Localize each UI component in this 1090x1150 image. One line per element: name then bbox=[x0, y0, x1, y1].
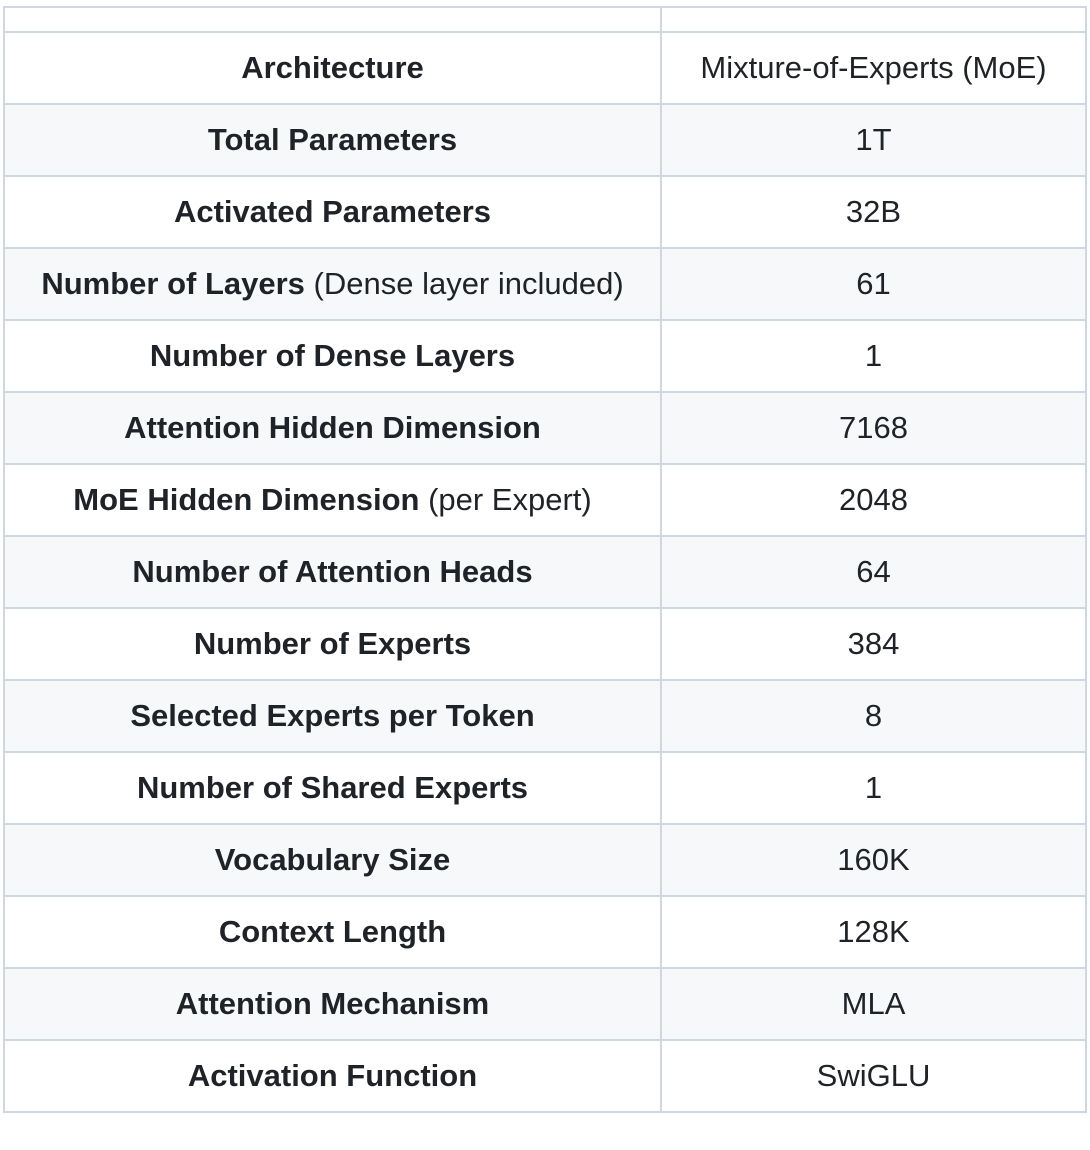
row-value-cell: 1 bbox=[661, 752, 1086, 824]
row-label: Number of Attention Heads bbox=[132, 554, 533, 589]
table-header-row bbox=[4, 7, 1086, 32]
row-label: Activation Function bbox=[187, 1058, 478, 1093]
row-value-cell: 61 bbox=[661, 248, 1086, 320]
row-value-cell: 1T bbox=[661, 104, 1086, 176]
table-row bbox=[4, 392, 1086, 464]
row-label-cell bbox=[4, 32, 661, 104]
row-label-cell bbox=[4, 608, 661, 680]
table-row bbox=[4, 536, 1086, 608]
row-label-cell bbox=[4, 392, 661, 464]
row-label: Number of Experts bbox=[193, 626, 472, 661]
table-row bbox=[4, 680, 1086, 752]
row-value-cell: 8 bbox=[661, 680, 1086, 752]
row-label: MoE Hidden Dimension bbox=[73, 482, 420, 517]
row-value-cell: 7168 bbox=[661, 392, 1086, 464]
row-label-cell bbox=[4, 536, 661, 608]
row-label-cell bbox=[4, 680, 661, 752]
row-label: Total Parameters bbox=[207, 122, 458, 157]
row-label-cell bbox=[4, 464, 661, 536]
row-label-cell bbox=[4, 1040, 661, 1112]
row-value-cell: Mixture-of-Experts (MoE) bbox=[661, 32, 1086, 104]
row-value-cell: SwiGLU bbox=[661, 1040, 1086, 1112]
table-row bbox=[4, 1040, 1086, 1112]
row-label: Activated Parameters bbox=[173, 194, 492, 229]
table-row bbox=[4, 896, 1086, 968]
row-label-cell bbox=[4, 968, 661, 1040]
header-cell-value bbox=[661, 7, 1086, 32]
row-value-cell: 1 bbox=[661, 320, 1086, 392]
row-value-cell: 32B bbox=[661, 176, 1086, 248]
row-label: Vocabulary Size bbox=[214, 842, 451, 877]
row-label: Selected Experts per Token bbox=[130, 698, 535, 733]
row-label-note: (per Expert) bbox=[419, 482, 592, 517]
header-cell-label bbox=[4, 7, 661, 32]
row-value-cell: MLA bbox=[661, 968, 1086, 1040]
model-spec-table bbox=[3, 6, 1087, 1113]
row-label: Number of Layers bbox=[41, 266, 305, 301]
row-label-cell bbox=[4, 824, 661, 896]
row-label-cell bbox=[4, 104, 661, 176]
row-value-cell: 128K bbox=[661, 896, 1086, 968]
row-label: Number of Dense Layers bbox=[149, 338, 516, 373]
row-label-cell bbox=[4, 752, 661, 824]
row-label: Attention Hidden Dimension bbox=[124, 410, 541, 445]
table-row bbox=[4, 176, 1086, 248]
table-row bbox=[4, 608, 1086, 680]
table-row bbox=[4, 104, 1086, 176]
row-value-cell: 64 bbox=[661, 536, 1086, 608]
table-row bbox=[4, 248, 1086, 320]
row-value-cell: 384 bbox=[661, 608, 1086, 680]
table-row bbox=[4, 464, 1086, 536]
row-value-cell: 2048 bbox=[661, 464, 1086, 536]
row-label: Context Length bbox=[218, 914, 447, 949]
row-label: Number of Shared Experts bbox=[136, 770, 529, 805]
table-row bbox=[4, 320, 1086, 392]
table-row bbox=[4, 968, 1086, 1040]
row-label: Architecture bbox=[241, 50, 424, 85]
row-value-cell: 160K bbox=[661, 824, 1086, 896]
row-label-cell bbox=[4, 896, 661, 968]
row-label-cell bbox=[4, 176, 661, 248]
row-label-note: (Dense layer included) bbox=[304, 266, 624, 301]
table-row bbox=[4, 752, 1086, 824]
table-row bbox=[4, 824, 1086, 896]
row-label-cell bbox=[4, 320, 661, 392]
row-label-cell bbox=[4, 248, 661, 320]
row-label: Attention Mechanism bbox=[175, 986, 490, 1021]
table-row bbox=[4, 32, 1086, 104]
